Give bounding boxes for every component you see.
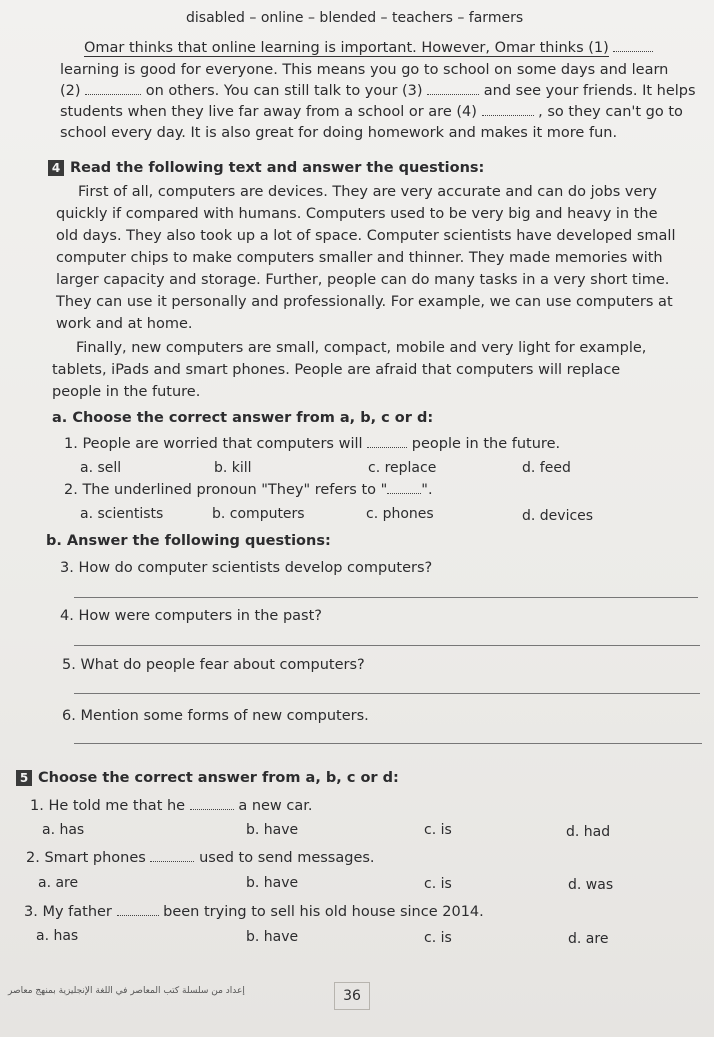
reading-line: Finally, new computers are small, compact, mobile and very light for example, [76,340,647,356]
section5-heading: 5 Choose the correct answer from a, b, c or d: [16,770,399,786]
option-b[interactable]: b. kill [214,460,252,476]
answer-blank[interactable] [190,799,234,810]
option-b[interactable]: b. computers [212,506,305,522]
answer-blank[interactable] [387,483,421,494]
page-number: 36 [334,982,370,1010]
s4-question-5: 5. What do people fear about computers? [62,657,365,673]
answer-blank[interactable] [367,437,407,448]
section4-number: 4 [48,160,64,176]
answer-blank[interactable] [150,851,194,862]
option-c[interactable]: c. replace [368,460,437,476]
s5-question-2: 2. Smart phones used to send messages. [26,850,375,866]
passage1-line2: learning is good for everyone. This means you go to school on some days and learn [60,62,669,78]
s5-question-3: 3. My father been trying to sell his old house since 2014. [24,904,484,920]
answer-line[interactable] [74,645,700,646]
option-b[interactable]: b. have [246,929,299,945]
s4-question-4: 4. How were computers in the past? [60,608,322,624]
option-a[interactable]: a. scientists [80,506,164,522]
option-c[interactable]: c. is [424,930,452,946]
passage1-line4: students when they live far away from a school or are (4) , so they can't go to [60,104,683,120]
option-c[interactable]: c. phones [366,506,434,522]
option-d[interactable]: d. are [568,931,609,947]
reading-line: First of all, computers are devices. They are very accurate and can do jobs very [78,184,657,200]
option-c[interactable]: c. is [424,876,452,892]
passage1-line1: Omar thinks that online learning is important. However, Omar thinks (1) [84,40,653,56]
option-b[interactable]: b. have [246,822,299,838]
option-a[interactable]: a. are [38,875,79,891]
option-d[interactable]: d. was [568,877,614,893]
reading-line: They can use it personally and professionally. For example, we can use computers at [56,294,673,310]
passage1-line5: school every day. It is also great for doing homework and makes it more fun. [60,125,618,141]
reading-line: computer chips to make computers smaller and thinner. They made memories with [56,250,663,266]
blank-4[interactable] [482,105,534,116]
reading-line: larger capacity and storage. Further, people can do many tasks in a very short time. [56,272,670,288]
answer-blank[interactable] [117,905,159,916]
passage1-line3: (2) on others. You can still talk to your (3) and see your friends. It helps [60,83,696,99]
blank-3[interactable] [427,84,479,95]
reading-line: old days. They also took up a lot of space. Computer scientists have developed small [56,228,676,244]
s4-question-1: 1. People are worried that computers will people in the future. [64,436,561,452]
option-a[interactable]: a. has [42,822,85,838]
s4-question-2: 2. The underlined pronoun "They" refers to " ". [64,482,433,498]
answer-line[interactable] [74,743,702,744]
s5-question-1: 1. He told me that he a new car. [30,798,313,814]
reading-line: quickly if compared with humans. Computers used to be very big and heavy in the [56,206,658,222]
reading-line: work and at home. [56,316,193,332]
blank-1[interactable] [613,41,653,52]
s4-question-3: 3. How do computer scientists develop computers? [60,560,433,576]
option-c[interactable]: c. is [424,822,452,838]
answer-line[interactable] [74,597,698,598]
reading-line: tablets, iPads and smart phones. People are afraid that computers will replace [52,362,621,378]
option-a[interactable]: a. has [36,928,79,944]
option-a[interactable]: a. sell [80,460,122,476]
answer-line[interactable] [74,693,700,694]
option-d[interactable]: d. feed [522,460,571,476]
option-d[interactable]: d. devices [522,508,594,524]
section5-number: 5 [16,770,32,786]
footer-arabic-text: إعداد من سلسلة كتب المعاصر في اللغة الإنجليزية بمنهج معاصر [8,986,245,996]
reading-line: people in the future. [52,384,201,400]
option-d[interactable]: d. had [566,824,611,840]
option-b[interactable]: b. have [246,875,299,891]
section4-heading: 4 Read the following text and answer the questions: [48,160,484,176]
blank-2[interactable] [85,84,141,95]
s4-question-6: 6. Mention some forms of new computers. [62,708,369,724]
word-bank: disabled – online – blended – teachers – farmers [186,10,524,26]
part-b-heading: b. Answer the following questions: [46,533,331,549]
part-a-heading: a. Choose the correct answer from a, b, c or d: [52,410,434,426]
